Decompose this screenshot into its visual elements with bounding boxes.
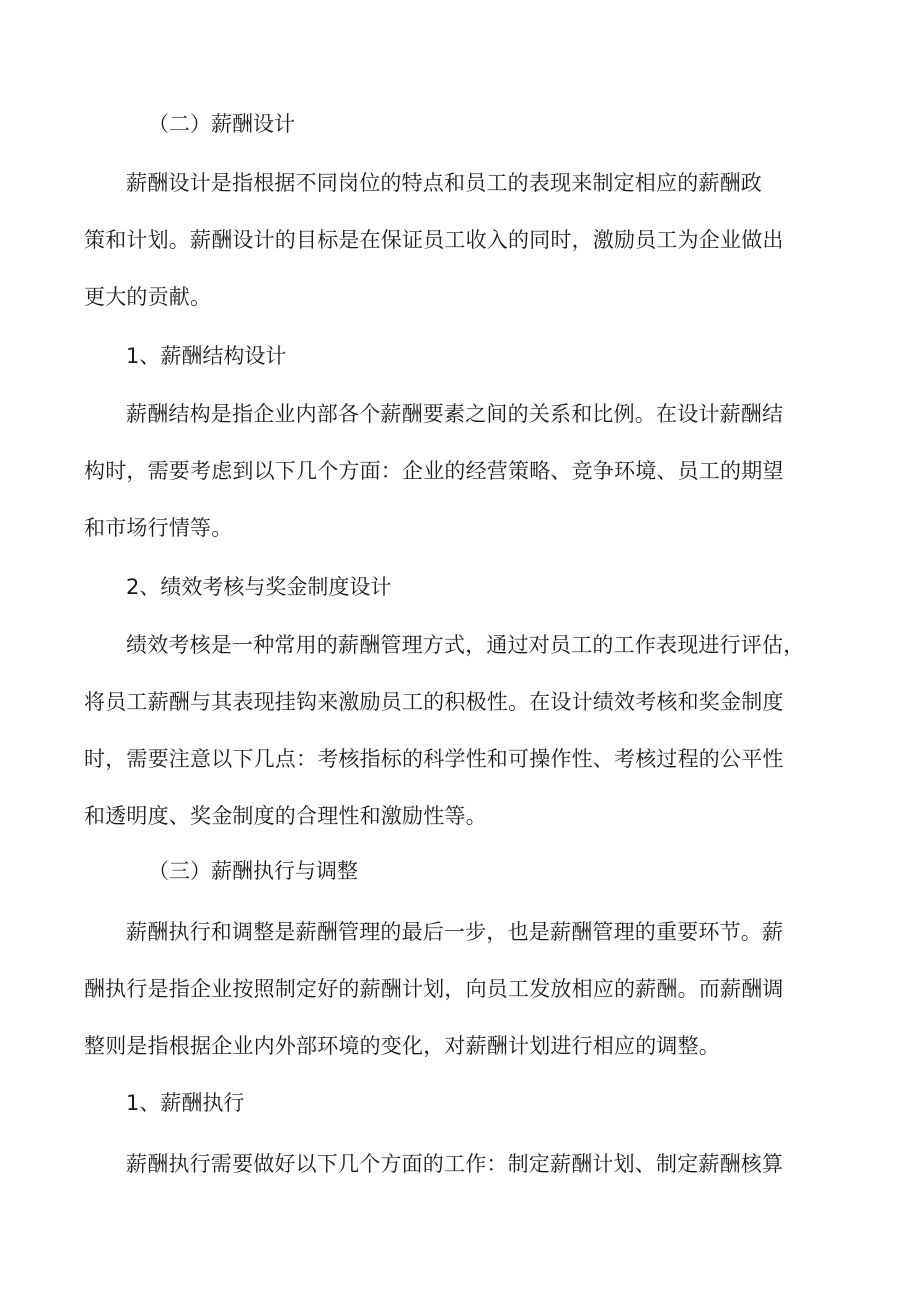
section-heading-salary-design: （二）薪酬设计 [148,112,295,136]
paragraph-line: 和透明度、奖金制度的合理性和激励性等。 [84,804,487,828]
subheading-performance-bonus: 2、绩效考核与奖金制度设计 [126,575,392,599]
paragraph-performance-bonus [84,617,842,845]
paragraph-line: 和市场行情等。 [84,516,233,540]
subheading-salary-execution: 1、薪酬执行 [126,1091,245,1115]
paragraph-line: 薪酬执行需要做好以下几个方面的工作：制定薪酬计划、制定薪酬核算 [126,1152,784,1176]
paragraph-salary-execution [126,1136,842,1193]
paragraph-line: 薪酬设计是指根据不同岗位的特点和员工的表现来制定相应的薪酬政 [126,171,762,195]
paragraph-line: 薪酬执行和调整是薪酬管理的最后一步，也是薪酬管理的重要环节。薪 [126,920,784,944]
paragraph-line: 薪酬结构是指企业内部各个薪酬要素之间的关系和比例。在设计薪酬结 [126,402,784,426]
paragraph-line: 时，需要注意以下几点：考核指标的科学性和可操作性、考核过程的公平性 [84,747,784,771]
paragraph-line: 酬执行是指企业按照制定好的薪酬计划，向员工发放相应的薪酬。而薪酬调 [84,977,784,1001]
paragraph-salary-structure [84,386,842,557]
paragraph-salary-design [84,155,842,326]
paragraph-execution-adjustment [84,904,842,1075]
paragraph-line: 整则是指根据企业内外部环境的变化，对薪酬计划进行相应的调整。 [84,1034,720,1058]
paragraph-line: 将员工薪酬与其表现挂钩来激励员工的积极性。在设计绩效考核和奖金制度 [84,690,784,714]
paragraph-line: 绩效考核是一种常用的薪酬管理方式，通过对员工的工作表现进行评估， [126,633,805,657]
section-heading-execution-adjustment: （三）薪酬执行与调整 [148,859,358,883]
paragraph-line: 更大的贡献。 [84,285,212,309]
subheading-salary-structure: 1、薪酬结构设计 [126,344,287,368]
paragraph-line: 策和计划。薪酬设计的目标是在保证员工收入的同时，激励员工为企业做出 [84,228,784,252]
paragraph-line: 构时，需要考虑到以下几个方面：企业的经营策略、竞争环境、员工的期望 [84,459,784,483]
